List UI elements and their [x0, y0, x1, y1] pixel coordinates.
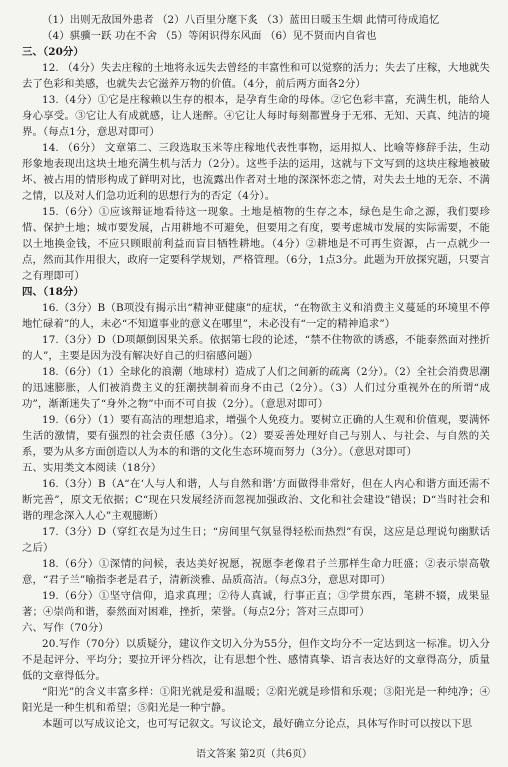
- answer-paragraph: 14. （6分） 文章第二、三段选取玉米等庄稼地代表性事物，运用拟人、比喻等修辞手法，生动形象地表现出这块土地充满生机与活力（2分）。这些手法的运用，这就与下文写到的这块庄稼地被破坏、被占用的情形构成了鲜明对比，也流露出作者对土地的深深怀恋之情，对失去土地的无奈、不满之情，以及对人们急功近利的思想行为的否定（4分）。: [22, 142, 490, 202]
- answer-paragraph: 13.（4分）①它是庄稼赖以生存的根本，是孕育生命的母体。②它色彩丰富，充满生机，能给人身心享受。③它让人有成就感，让人迷醉。④它让人每时每刻都置身于无邪、无知、天真、纯洁的境界。（每点1分，意思对即可）: [22, 94, 490, 138]
- answer-paragraph: 15.（6分）①应该辩证地看待这一现象。土地是植物的生存之本，绿色是生命之源，我们要珍惜、保护土地；城市要发展，占用耕地不可避免，但要用之有度，要考虑城市发展的实际需要，不能以土地换金钱，不应只顾眼前利益而盲目牺牲耕地。（4分）②耕地是不可再生资源，占一点就少一点，然而其作用很大，政府一定要科学规划，严格管理。（6分，1点3分。此题为开放探究题，只要言之有理即可）: [22, 206, 490, 282]
- answer-paragraph: 17.（3分）D（穿红衣是为过生日；“房间里气氛显得轻松而热烈”有误，这应是总理说句幽默话之后）: [22, 526, 490, 554]
- answer-paragraph: 本题可以写成议论文，也可写记叙文。写议论文，最好确立分论点，具体写作时可以按以下思: [42, 718, 473, 730]
- answer-paragraph: “阳光”的含义丰富多样：①阳光就是爱和温暖；②阳光就是珍惜和乐观；③阳光是一种纯净；④阳光是一种生机和希望；⑤阳光是一种宁静。: [22, 686, 490, 714]
- answer-content: [22, 12, 490, 732]
- answer-paragraph: 12. （4分）失去庄稼的土地将永远失去曾经的丰富性和可以觉察的活力；失去了庄稼，大地就失去了色彩和美感，也就失去它滋养万物的价值。（4分，前后两方面各2分）: [22, 62, 490, 90]
- page-footer: 语文答案 第2页（共6页）: [196, 749, 312, 760]
- answer-paragraph: 19.（6分）①坚守信仰，追求真理；②待人真诚，行事正直；③学贯东西，笔耕不辍，成果显著；④崇尚和谐，泰然面对困难，挫折，荣誉。（每点2分；答对三点即可）: [22, 590, 490, 618]
- section-heading: 三、（20分）: [22, 46, 84, 58]
- answer-paragraph: 19.（6分）（1）要有高洁的理想追求，增强个人免疫力。要树立正确的人生观和价值观，要满怀生活的激情，要有强烈的社会责任感（3分）。（2）要妥善处理好自己与别人、与社会、与自然的关系，要为从多方面创造以人为本的和谐的文化生态环境而努力（3分）。（意思对即可）: [22, 414, 490, 458]
- answer-paragraph: 16.（3分）B（B项没有揭示出“精神亚健康”的症状，“在物欲主义和消费主义蔓延的环境里不停地忙碌着”的人，未必“不知道事业的意义在哪里”，未必没有“一定的精神追求”）: [22, 302, 490, 330]
- answer-paragraph: 20.写作（70分）以质疑分，建议作文切入分为55分，但作文均分不一定达到这一标准。切入分不是起评分、平均分；要拉开评分档次，让有思想个性、感情真挚、语言表达好的文章得高分，质量低的文章得低分。: [22, 638, 490, 682]
- answer-paragraph: 18.（6分）（1）全球化的浪潮（地球村）造成了人们之间新的疏离（2分）。（2）全社会消费思潮的迅速膨胀，人们被消费主义的狂潮挟制着而身不由己（2分）。（3）人们过分重视外在的所谓“成功”，渐渐迷失了“身外之物”中而不可自拔（2分）。（意思对即可）: [22, 366, 490, 410]
- answer-paragraph: 16.（3分）B（A“在‘人与人和谐，人与自然和谐’方面做得非常好，但在人内心和谐方面还需不断完善”，原文无依据；C“现在只发展经济而忽视加强政治、文化和社会建设”错误；D“当时社会和谐的理念深入人心”主观臆断）: [22, 478, 490, 522]
- answer-paragraph: 五、实用类文本阅读（18分）: [22, 462, 162, 474]
- section-heading: 四、（18分）: [22, 286, 84, 298]
- answer-paragraph: （1）出则无敌国外患者 （2）八百里分麾下炙 （3）蓝田日暖玉生烟 此情可待成追忆: [42, 14, 440, 26]
- answer-paragraph: 六、写作（70分）: [22, 622, 109, 634]
- answer-paragraph: 18.（6分）①深情的问候，表达美好祝愿，祝愿李老像君子兰那样生命力旺盛；②表示崇高敬意，“君子兰”喻指李老是君子，清新淡雅、品质高洁。（每点3分，意思对即可）: [22, 558, 490, 586]
- answer-paragraph: 17.（3分）D（D项颠倒因果关系。依据第七段的论述，“禁不住物欲的诱惑，不能泰然面对挫折的人”，主要是因为没有解决好自己的归宿感问题）: [22, 334, 490, 362]
- answer-paragraph: （4）骐骥一跃 功在不舍 （5）等闲识得东风面 （6）见不贤而内自省也: [42, 30, 377, 42]
